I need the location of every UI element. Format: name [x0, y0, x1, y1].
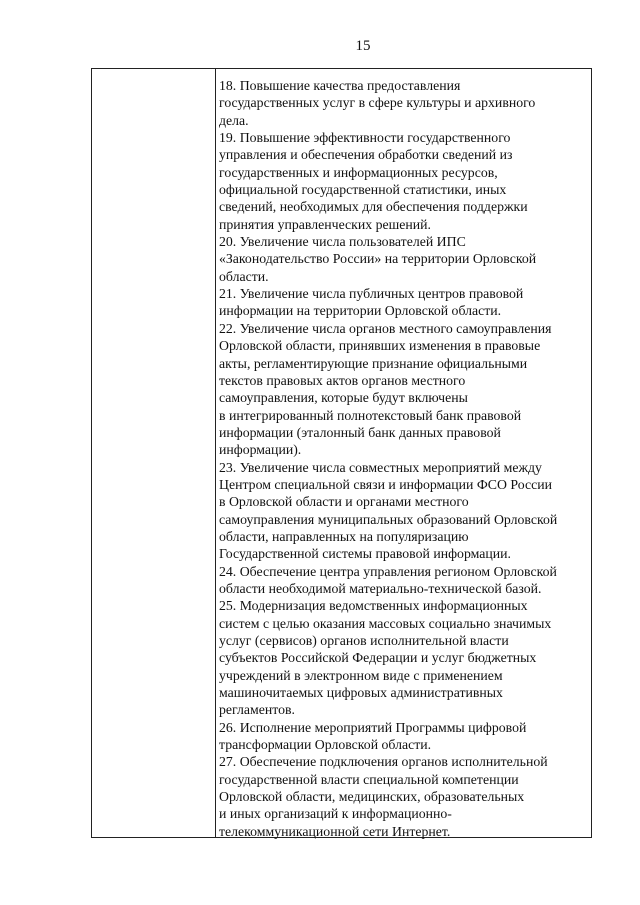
- text-line: субъектов Российской Федерации и услуг бюджетных: [219, 650, 537, 666]
- text-line: Государственной системы правовой информации.: [219, 546, 511, 562]
- text-line: акты, регламентирующие признание официальными: [219, 355, 528, 371]
- list-item: [219, 719, 591, 754]
- list-item: [219, 233, 591, 285]
- list-item: [219, 597, 591, 718]
- text-line: 23. Увеличение числа совместных мероприятий между: [219, 459, 542, 475]
- text-line: Центром специальной связи и информации ФСО России: [219, 476, 552, 492]
- text-line: самоуправления муниципальных образований Орловской: [219, 511, 558, 527]
- text-line: 18. Повышение качества предоставления: [219, 78, 461, 93]
- document-table: [91, 68, 592, 838]
- text-line: дела.: [219, 112, 249, 128]
- text-line: Орловской области, принявших изменения в правовые: [219, 338, 541, 354]
- text-line: государственных и информационных ресурсов,: [219, 164, 498, 180]
- text-line: 22. Увеличение числа органов местного самоуправления: [219, 320, 552, 336]
- list-item: [219, 129, 591, 233]
- text-line: трансформации Орловской области.: [219, 737, 432, 753]
- list-item: [219, 77, 591, 129]
- text-line: информации).: [219, 442, 302, 458]
- text-line: и иных организаций к информационно-: [219, 806, 452, 822]
- text-line: «Законодательство России» на территории Орловской: [219, 251, 537, 267]
- text-line: сведений, необходимых для обеспечения поддержки: [219, 199, 528, 215]
- text-line: в интегрированный полнотекстовый банк правовой: [219, 407, 522, 423]
- table-right-column: [219, 77, 591, 840]
- text-line: 25. Модернизация ведомственных информационных: [219, 598, 528, 614]
- page-number: 15: [355, 38, 371, 54]
- text-line: области.: [219, 268, 269, 284]
- list-item: [219, 753, 591, 840]
- text-line: области необходимой материально-технической базой.: [219, 580, 542, 596]
- text-line: систем с целью оказания массовых социально значимых: [219, 615, 552, 631]
- text-line: управления и обеспечения обработки сведений из: [219, 147, 513, 163]
- text-line: в Орловской области и органами местного: [219, 494, 469, 510]
- text-line: 26. Исполнение мероприятий Программы цифровой: [219, 719, 527, 735]
- text-line: регламентов.: [219, 702, 295, 718]
- text-line: 27. Обеспечение подключения органов исполнительной: [219, 754, 548, 770]
- text-line: принятия управленческих решений.: [219, 216, 431, 232]
- text-line: государственной власти специальной компетенции: [219, 771, 519, 787]
- text-line: 19. Повышение эффективности государственного: [219, 130, 511, 146]
- text-line: государственных услуг в сфере культуры и архивного: [219, 95, 536, 111]
- text-line: услуг (сервисов) органов исполнительной власти: [219, 633, 509, 648]
- text-line: телекоммуникационной сети Интернет.: [219, 823, 451, 839]
- text-line: официальной государственной статистики, иных: [219, 182, 507, 198]
- text-line: Орловской области, медицинских, образовательных: [219, 789, 525, 805]
- list-item: [219, 320, 591, 459]
- list-item: [219, 459, 591, 563]
- text-line: области, направленных на популяризацию: [219, 528, 469, 544]
- text-line: текстов правовых актов органов местного: [219, 372, 466, 388]
- text-line: 20. Увеличение числа пользователей ИПС: [219, 234, 466, 250]
- text-line: 21. Увеличение числа публичных центров правовой: [219, 286, 524, 302]
- text-line: информации на территории Орловской области.: [219, 303, 502, 319]
- list-item: [219, 563, 591, 598]
- text-line: машиночитаемых цифровых административных: [219, 685, 503, 701]
- list-item: [219, 285, 591, 320]
- text-line: информации (эталонный банк данных правовой: [219, 424, 501, 440]
- table-left-column: [92, 69, 216, 837]
- text-line: 24. Обеспечение центра управления регионом Орловской: [219, 563, 557, 579]
- text-line: самоуправления, которые будут включены: [219, 390, 468, 406]
- text-line: учреждений в электронном виде с применением: [219, 667, 503, 683]
